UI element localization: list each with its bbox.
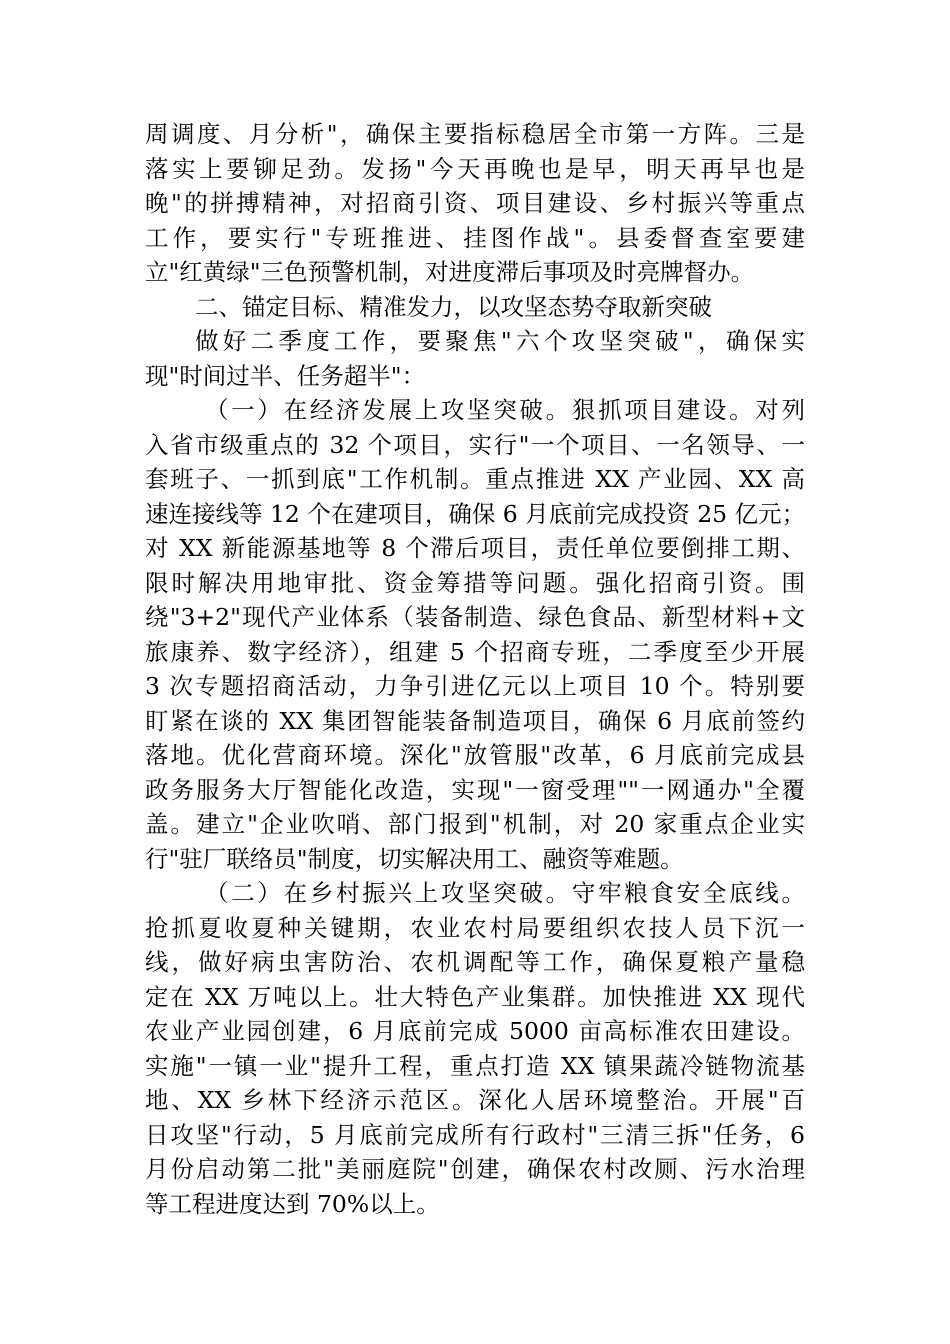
paragraph-line: 落实上要铆足劲。发扬"今天再晚也是早，明天再早也是 bbox=[145, 154, 805, 183]
section-heading: 二、锚定目标、精准发力，以攻坚态势夺取新突破 bbox=[195, 292, 712, 321]
paragraph-line: 3 次专题招商活动，力争引进亿元以上项目 10 个。特别要 bbox=[145, 672, 805, 700]
paragraph-line: 行"驻厂联络员"制度，切实解决用工、融资等难题。 bbox=[145, 844, 684, 873]
paragraph-line: 晚"的拼搏精神，对招商引资、项目建设、乡村振兴等重点 bbox=[145, 189, 805, 217]
paragraph-line: 入省市级重点的 32 个项目，实行"一个项目、一名领导、一 bbox=[145, 430, 805, 459]
paragraph-line: 立"红黄绿"三色预警机制，对进度滞后事项及时亮牌督办。 bbox=[145, 258, 755, 286]
paragraph-line: 绕"3+2"现代产业体系（装备制造、绿色食品、新型材料+文 bbox=[145, 603, 805, 631]
paragraph-line: （二）在乡村振兴上攻坚突破。守牢粮食安全底线。 bbox=[205, 879, 805, 907]
paragraph-line: 工作，要实行"专班推进、挂图作战"。县委督查室要建 bbox=[145, 223, 805, 252]
paragraph-line: 政务服务大厅智能化改造，实现"一窗受理""一网通办"全覆 bbox=[145, 775, 805, 804]
paragraph-line: 地、XX 乡林下经济示范区。深化人居环境整治。开展"百 bbox=[145, 1086, 805, 1114]
paragraph-line: 农业产业园创建，6 月底前完成 5000 亩高标准农田建设。 bbox=[145, 1017, 805, 1045]
paragraph-line: 线，做好病虫害防治、农机调配等工作，确保夏粮产量稳 bbox=[145, 948, 805, 976]
paragraph-line: 做好二季度工作，要聚焦"六个攻坚突破"，确保实 bbox=[195, 327, 805, 355]
paragraph-line: 月份启动第二批"美丽庭院"创建，确保农村改厕、污水治理 bbox=[145, 1155, 805, 1183]
paragraph-line: 等工程进度达到 70%以上。 bbox=[145, 1189, 440, 1218]
paragraph-line: 实施"一镇一业"提升工程，重点打造 XX 镇果蔬冷链物流基 bbox=[145, 1051, 805, 1080]
paragraph-line: 盯紧在谈的 XX 集团智能装备制造项目，确保 6 月底前签约 bbox=[145, 706, 805, 735]
paragraph-line: 速连接线等 12 个在建项目，确保 6 月底前完成投资 25 亿元； bbox=[145, 499, 806, 528]
document-page bbox=[145, 117, 805, 1221]
paragraph-line: 抢抓夏收夏种关键期，农业农村局要组织农技人员下沉一 bbox=[145, 913, 805, 942]
paragraph-line: 限时解决用地审批、资金筹措等问题。强化招商引资。围 bbox=[145, 568, 805, 597]
paragraph-line: 对 XX 新能源基地等 8 个滞后项目，责任单位要倒排工期、 bbox=[145, 534, 805, 562]
paragraph-line: 落地。优化营商环境。深化"放管服"改革，6 月底前完成县 bbox=[145, 741, 805, 769]
paragraph-line: 现"时间过半、任务超半"： bbox=[145, 361, 426, 390]
paragraph-line: 周调度、月分析"，确保主要指标稳居全市第一方阵。三是 bbox=[145, 120, 805, 148]
paragraph-line: 盖。建立"企业吹哨、部门报到"机制，对 20 家重点企业实 bbox=[145, 810, 805, 838]
paragraph-line: 旅康养、数字经济），组建 5 个招商专班，二季度至少开展 bbox=[145, 637, 805, 666]
paragraph-line: 定在 XX 万吨以上。壮大特色产业集群。加快推进 XX 现代 bbox=[145, 982, 805, 1011]
paragraph-line: （一）在经济发展上攻坚突破。狠抓项目建设。对列 bbox=[205, 396, 805, 424]
paragraph-line: 套班子、一抓到底"工作机制。重点推进 XX 产业园、XX 高 bbox=[145, 465, 805, 493]
paragraph-line: 日攻坚"行动，5 月底前完成所有行政村"三清三拆"任务，6 bbox=[145, 1120, 805, 1149]
